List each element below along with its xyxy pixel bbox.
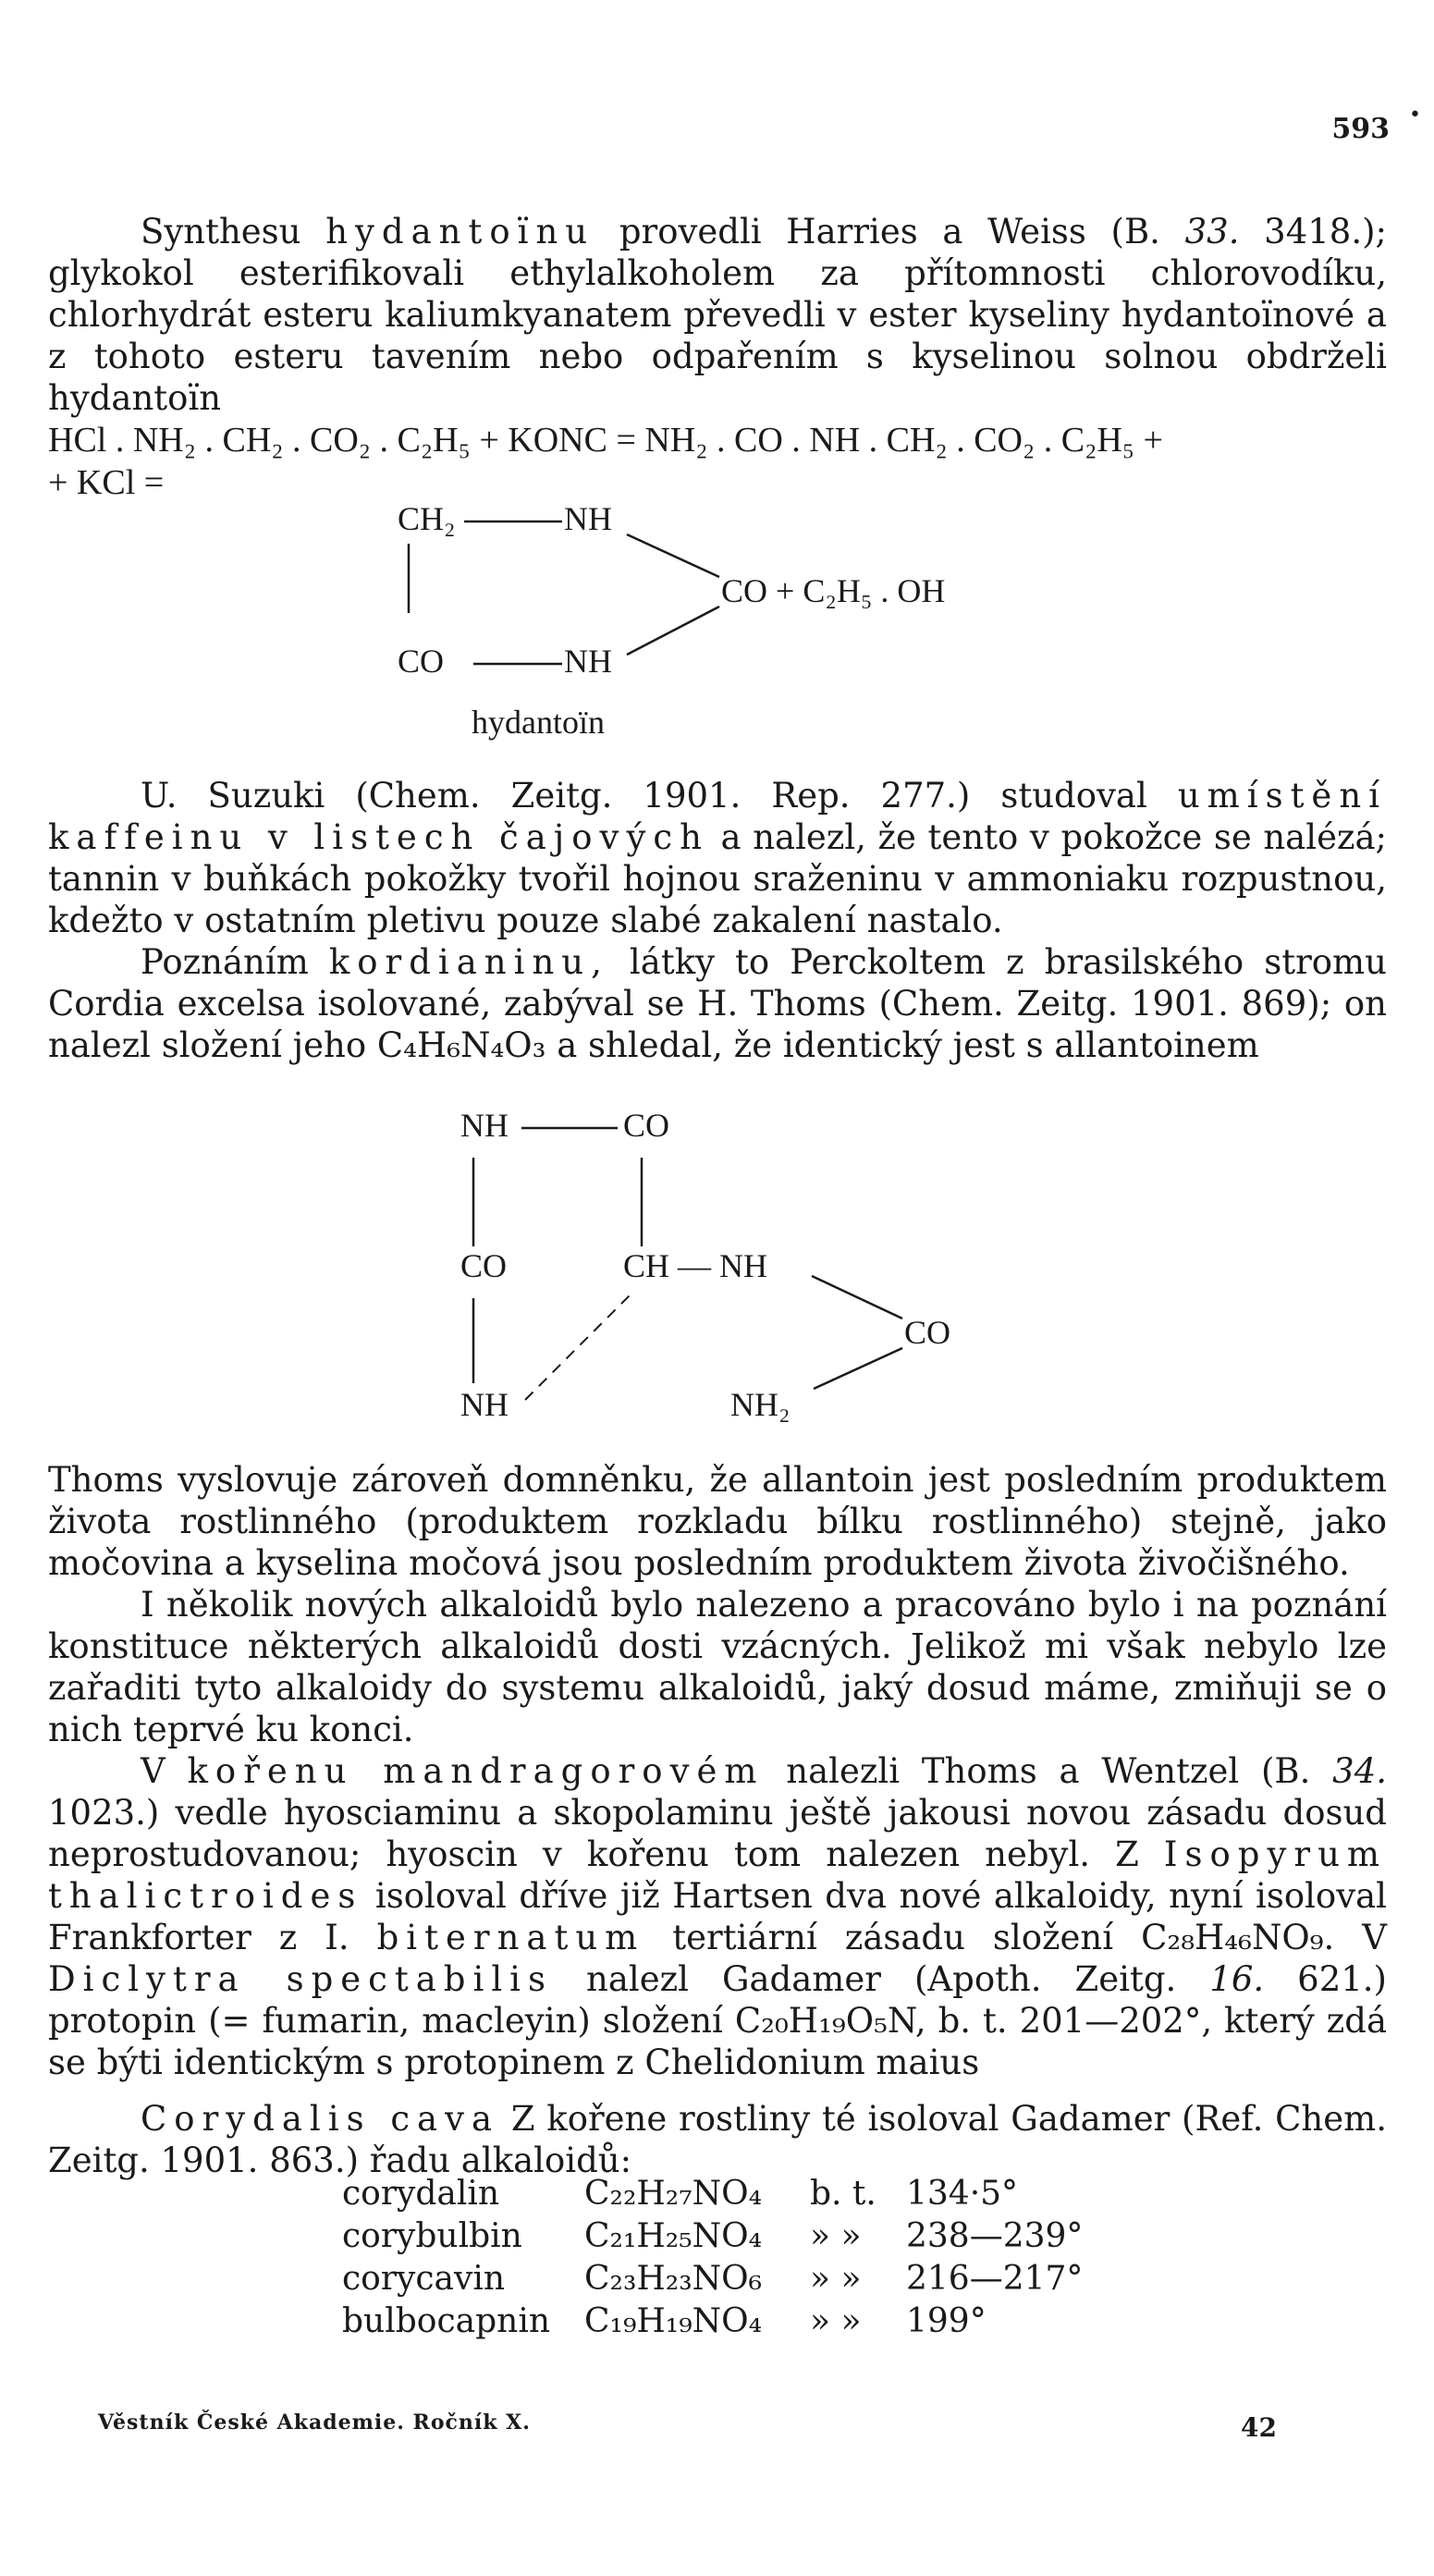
text-run: a nalezl, že tento v pokožce se nalézá; tannin v buňkách pokožky tvořil hojnou sraženinu v ammoniaku rozpustnou, kdežto v ostatním pletivu pouze slabé zakalení nastalo.: [48, 817, 1387, 940]
text-run: Poznáním: [141, 942, 329, 982]
paragraph-kordianin: [48, 941, 1387, 1066]
text-run: 1023.) vedle hyosciaminu a skopolaminu ještě jakousi novou zásadu dosud neprostudovanou; hyoscin v kořenu tom nalezen nebyl. Z: [48, 1793, 1387, 1874]
allantoin-structure: [460, 1106, 1015, 1439]
paragraph-block-2: [48, 775, 1387, 1066]
reaction-equation-line-1: HCl . NH₂ . CH₂ . CO₂ . C₂H₅ + KONC = NH₂ . CO . NH . CH₂ . CO₂ . C₂H₅ +: [48, 421, 1163, 460]
margin-dot: •: [1409, 104, 1421, 127]
spaced-term: kořenu mandragorovém: [187, 1751, 765, 1791]
melting-point-value: 199°: [906, 2302, 987, 2340]
atom-co-r: CO: [904, 1314, 951, 1351]
text-run: isoloval dříve již Hartsen dva nové alkaloidy, nyní isoloval Frankforter z I.: [48, 1876, 1387, 1957]
alkaloid-row: [342, 2300, 1083, 2343]
alkaloid-formula: C₂₂H₂₇NO₄: [584, 2175, 763, 2213]
paragraph-mandragora: [48, 1750, 1387, 2083]
page-number: 593: [1331, 113, 1390, 145]
melting-point-value: 216—217°: [906, 2260, 1084, 2298]
signature-mark: 42: [1241, 2412, 1277, 2443]
alkaloid-name: corybulbin: [342, 2217, 522, 2255]
atom-ch2: CH₂: [398, 500, 456, 537]
alkaloid-table: [342, 2173, 1083, 2343]
text-run: látky to Perckoltem z brasilského stromu Cordia excelsa isolované, zabýval se H. Thoms (Chem. Zeitg. 1901. 869); on nalezl složení jeho C₄H₆N₄O₃ a shledal, že identický jest s allantoinem: [48, 942, 1387, 1065]
melting-point-label: » »: [810, 2217, 862, 2255]
spaced-term: kordianinu,: [328, 942, 609, 982]
paragraph-block-3: [48, 1459, 1387, 2181]
paragraph-thoms: Thoms vyslovuje zároveň domněnku, že allantoin jest posledním produktem života rostlinného (produktem rozkladu bílku rostlinného) stejně, jako močovina a kyselina močová jsou posledním produktem života živočišného.: [48, 1460, 1387, 1583]
bond-nh-co-top: [627, 534, 719, 577]
atom-ch-nh: CH — NH: [623, 1247, 768, 1284]
alkaloid-formula: C₁₉H₁₉NO₄: [584, 2302, 763, 2340]
volume-number: 34.: [1332, 1751, 1387, 1791]
alkaloid-formula: C₂₃H₂₃NO₆: [584, 2260, 763, 2298]
atom-nh-tl: NH: [460, 1107, 509, 1144]
paragraph-corydalis: [48, 2098, 1387, 2181]
reaction-equation-line-2: + KCl =: [48, 463, 165, 502]
alkaloid-row: [342, 2173, 1083, 2215]
text-run: Synthesu: [141, 212, 326, 251]
volume-number: 33.: [1184, 212, 1240, 251]
text-run: 3418.); glykokol esterifikovali ethylalkoholem za přítomnosti chlorovodíku, chlorhydrát esteru kaliumkyanatem převedli v ester kyseliny hydantoïnové a z tohoto esteru tavením nebo odpařením s kyselinou solnou obdrželi hydantoïn: [48, 212, 1387, 418]
atom-nh-top: NH: [564, 500, 612, 537]
spaced-term: Corydalis cava: [141, 2099, 500, 2139]
alkaloid-row: [342, 2215, 1083, 2258]
bond-nh-co-bottom: [627, 607, 719, 655]
atom-nh2: NH₂: [730, 1386, 791, 1423]
melting-point-label: » »: [810, 2260, 862, 2298]
paragraph-alkaloids: I několik nových alkaloidů bylo nalezeno a pracováno bylo i na poznání konstituce některých alkaloidů dosti vzácných. Jelikož mi však nebylo lze zařaditi tyto alkaloidy do systemu alkaloidů, jaký dosud máme, zmiňuji se o nich teprvé ku konci.: [48, 1585, 1387, 1749]
alkaloid-name: corydalin: [342, 2175, 500, 2213]
paragraph-1: [48, 211, 1387, 419]
journal-footer: Věstník České Akademie. Ročník X.: [98, 2410, 531, 2435]
atom-co-right: CO + C₂H₅ . OH: [721, 572, 946, 609]
text-run: V: [141, 1751, 188, 1791]
text-run: tertiární zásadu složení C₂₈H₄₆NO₉. V: [644, 1918, 1387, 1957]
atom-nh-bottom: NH: [564, 643, 612, 680]
bond-nh-co-right: [812, 1276, 902, 1319]
formula-name: hydantoïn: [472, 704, 605, 741]
bond-nh-ch-dashed: [525, 1291, 634, 1400]
spaced-term: umístění kaffeinu v listech čajových: [48, 776, 1387, 857]
melting-point-label: b. t.: [810, 2175, 876, 2213]
atom-co-ml: CO: [460, 1247, 508, 1284]
spaced-term: Isopyrum thalictroides: [48, 1834, 1387, 1916]
text-run: provedli Harries a Weiss (B.: [594, 212, 1185, 251]
paragraph-suzuki: [48, 775, 1387, 941]
melting-point-value: 134·5°: [906, 2175, 1019, 2213]
bond-nh2-co: [814, 1348, 902, 1389]
melting-point-label: » »: [810, 2302, 862, 2340]
paragraph-hydantoin: [48, 211, 1387, 504]
hydantoin-structure: [398, 497, 1100, 747]
alkaloid-name: corycavin: [342, 2260, 506, 2298]
text-run: nalezli Thoms a Wentzel (B.: [764, 1751, 1333, 1791]
alkaloid-name: bulbocapnin: [342, 2302, 551, 2340]
atom-co-tr: CO: [623, 1107, 670, 1144]
text-run: U. Suzuki (Chem. Zeitg. 1901. Rep. 277.) studoval: [141, 776, 1178, 816]
atom-co-left: CO: [398, 643, 445, 680]
melting-point-value: 238—239°: [906, 2217, 1084, 2255]
text-run: Z kořene rostliny té isoloval Gadamer (Ref. Chem. Zeitg. 1901. 863.) řadu alkaloidů:: [48, 2099, 1387, 2180]
alkaloid-row: [342, 2258, 1083, 2300]
volume-number: 16.: [1209, 1959, 1265, 1999]
text-run: nalezl Gadamer (Apoth. Zeitg.: [552, 1959, 1210, 1999]
text-run: 621.) protopin (= fumarin, macleyin) složení C₂₀H₁₉O₅N, b. t. 201—202°, který zdá se býti identickým s protopinem z Chelidonium maius: [48, 1959, 1387, 2082]
spaced-term: hydantoïnu: [325, 212, 595, 251]
atom-nh-bl: NH: [460, 1386, 509, 1423]
alkaloid-formula: C₂₁H₂₅NO₄: [584, 2217, 763, 2255]
spaced-term: biternatum: [376, 1918, 645, 1957]
spaced-term: Diclytra spectabilis: [48, 1959, 553, 1999]
